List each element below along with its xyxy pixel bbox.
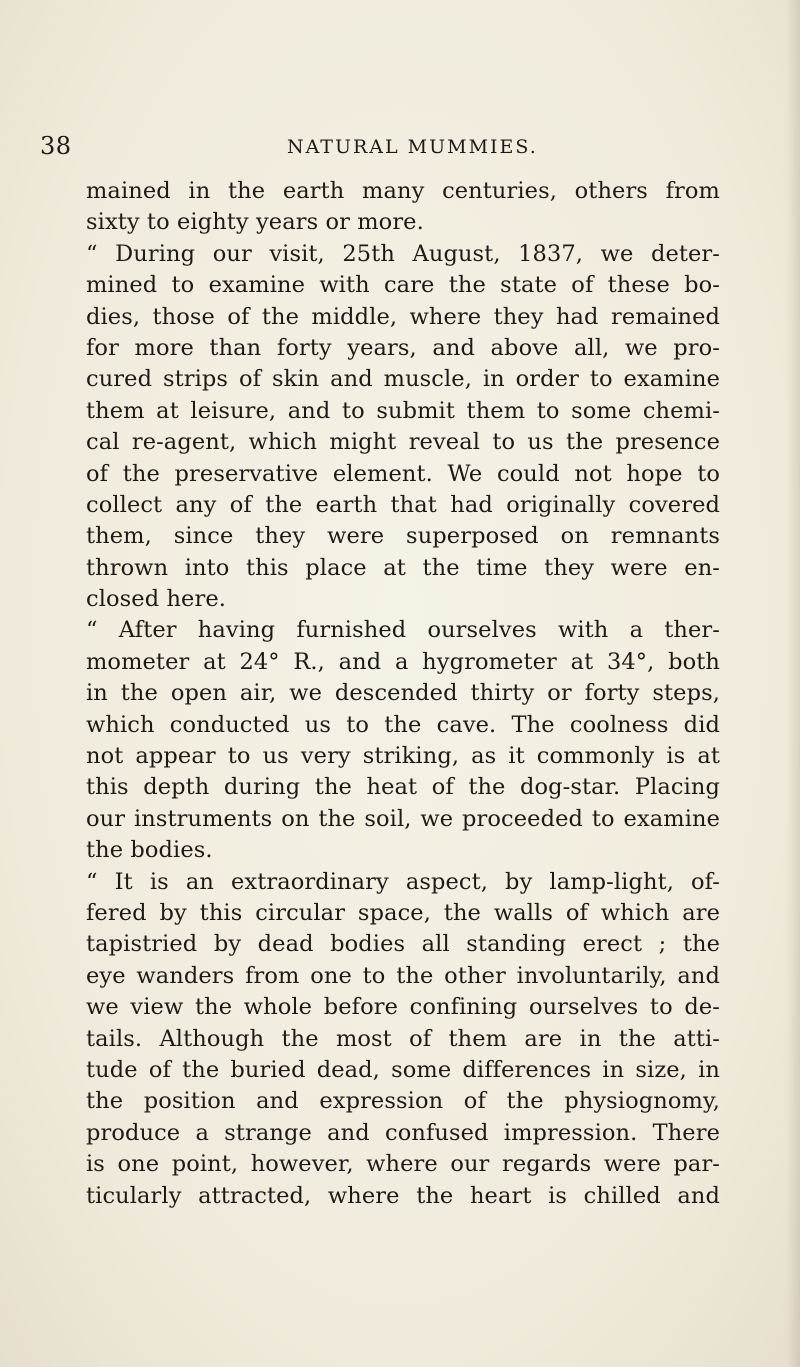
running-title: NATURAL MUMMIES. xyxy=(287,136,538,158)
text-line: the position and expression of the physiognomy, xyxy=(86,1088,720,1115)
text-line: them, since they were superposed on remnants xyxy=(86,523,720,550)
text-line: not appear to us very striking, as it commonly is at xyxy=(86,743,720,770)
text-line: collect any of the earth that had originally covered xyxy=(86,491,720,518)
text-line: our instruments on the soil, we proceeded to examine xyxy=(86,805,720,832)
text-line: thrown into this place at the time they were en- xyxy=(86,554,720,581)
text-line: mined to examine with care the state of these bo- xyxy=(86,272,720,299)
text-line: mometer at 24° R., and a hygrometer at 34°, both xyxy=(86,648,720,675)
text-line: which conducted us to the cave. The coolness did xyxy=(86,711,720,738)
running-head xyxy=(40,132,760,162)
text-line: cured strips of skin and muscle, in order to examine xyxy=(86,366,720,393)
text-line: sixty to eighty years or more. xyxy=(86,209,424,236)
body-text xyxy=(86,176,720,1212)
text-line: “ During our visit, 25th August, 1837, we deter- xyxy=(86,240,720,267)
text-line: dies, those of the middle, where they had remained xyxy=(86,303,720,330)
text-line: mained in the earth many centuries, others from xyxy=(86,178,720,204)
text-line: fered by this circular space, the walls of which are xyxy=(86,899,720,926)
text-line: in the open air, we descended thirty or forty steps, xyxy=(86,680,720,707)
page-number: 38 xyxy=(40,132,72,160)
text-line: them at leisure, and to submit them to some chemi- xyxy=(86,397,720,424)
text-line: tapistried by dead bodies all standing erect ; the xyxy=(86,931,720,958)
text-line: “ It is an extraordinary aspect, by lamp-light, of- xyxy=(86,868,720,895)
text-line: this depth during the heat of the dog-star. Placing xyxy=(86,774,720,801)
text-line: “ After having furnished ourselves with a ther- xyxy=(86,617,720,644)
text-line: closed here. xyxy=(86,586,226,613)
page-edge-shadow xyxy=(786,0,800,1367)
text-line: tude of the buried dead, some differences in size, in xyxy=(86,1056,720,1083)
text-line: the bodies. xyxy=(86,837,213,864)
text-line: for more than forty years, and above all, we pro- xyxy=(86,334,720,361)
text-line: of the preservative element. We could not hope to xyxy=(86,460,720,487)
text-line: cal re-agent, which might reveal to us the presence xyxy=(86,429,720,456)
text-line: produce a strange and confused impression. There xyxy=(86,1119,720,1146)
text-line: eye wanders from one to the other involuntarily, and xyxy=(86,962,720,989)
text-line: ticularly attracted, where the heart is chilled and xyxy=(86,1182,720,1209)
text-line: is one point, however, where our regards were par- xyxy=(86,1151,720,1178)
text-line: we view the whole before confining ourselves to de- xyxy=(86,994,720,1021)
text-line: tails. Although the most of them are in the atti- xyxy=(86,1025,720,1052)
